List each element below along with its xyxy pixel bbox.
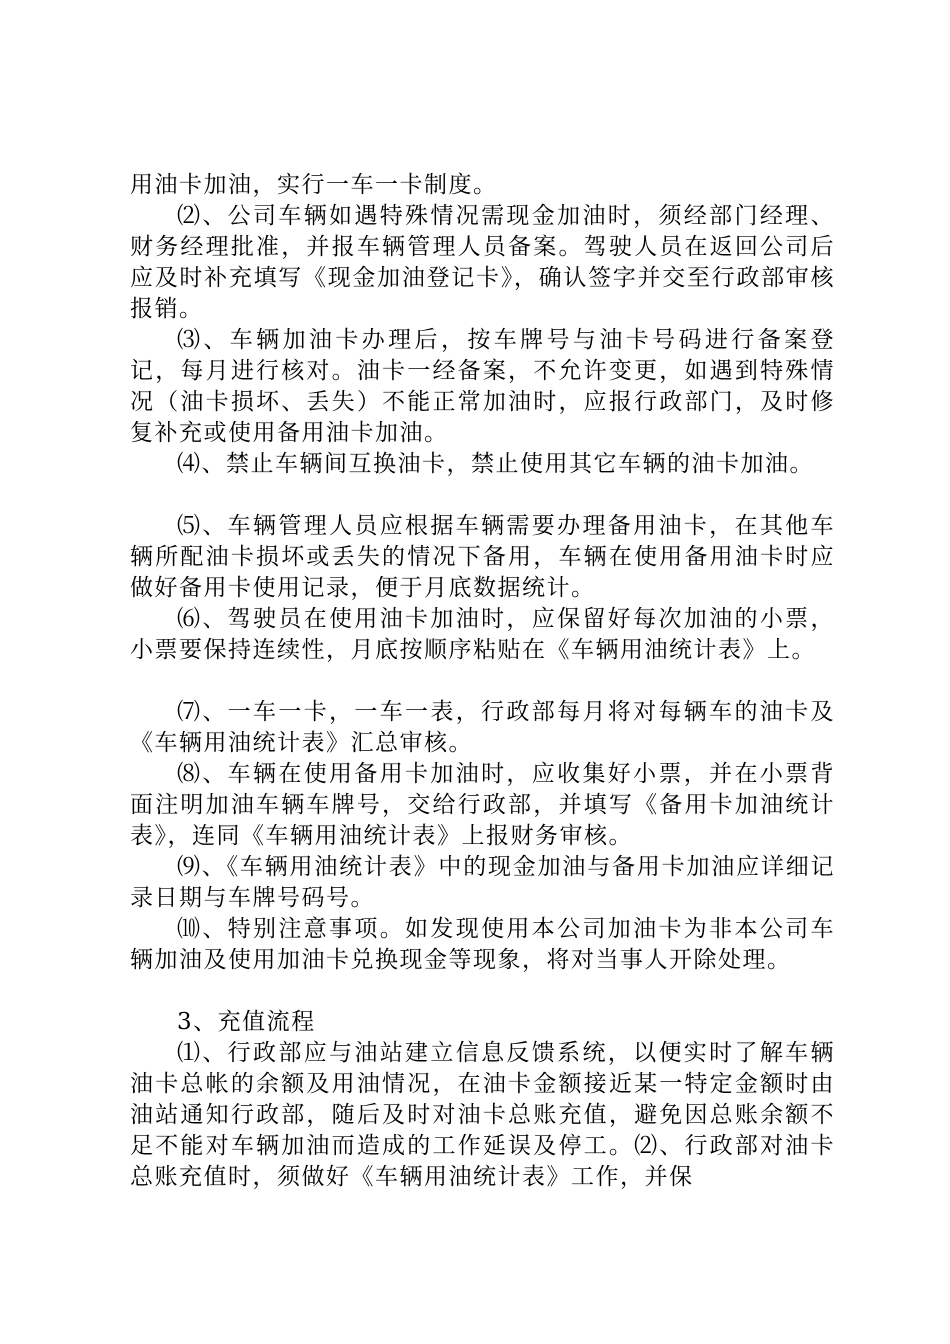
paragraph-recharge-1: ⑴、行政部应与油站建立信息反馈系统，以便实时了解车辆油卡总帐的余额及用油情况，在油卡金额接近某一特定金额时由油站通知行政部，随后及时对油卡总账充值，避免因总账余额不足不能对车辆加油而造成的工作延误及停工。⑵、行政部对油卡总账充值时，须做好《车辆用油统计表》工作，并保 [130, 1040, 835, 1190]
paragraph-item-8: ⑻、车辆在使用备用卡加油时，应收集好小票，并在小票背面注明加油车辆车牌号，交给行政部，并填写《备用卡加油统计表》，连同《车辆用油统计表》上报财务审核。 [130, 761, 835, 849]
paragraph-continuation: 用油卡加油，实行一车一卡制度。 [130, 172, 498, 198]
paragraph-item-5: ⑸、车辆管理人员应根据车辆需要办理备用油卡，在其他车辆所配油卡损坏或丢失的情况下备用，车辆在使用备用油卡时应做好备用卡使用记录，便于月底数据统计。 [130, 513, 835, 601]
document-body [130, 170, 835, 1193]
paragraph-item-9: ⑼、《车辆用油统计表》中的现金加油与备用卡加油应详细记录日期与车牌号码号。 [130, 854, 835, 911]
paragraph-item-6: ⑹、驾驶员在使用油卡加油时，应保留好每次加油的小票，小票要保持连续性，月底按顺序粘贴在《车辆用油统计表》上。 [130, 606, 835, 663]
paragraph-item-4: ⑷、禁止车辆间互换油卡，禁止使用其它车辆的油卡加油。 [177, 451, 814, 477]
paragraph-item-2: ⑵、公司车辆如遇特殊情况需现金加油时，须经部门经理、财务经理批准，并报车辆管理人员备案。驾驶人员在返回公司后应及时补充填写《现金加油登记卡》，确认签字并交至行政部审核报销。 [130, 203, 835, 322]
paragraph-item-7: ⑺、一车一卡，一车一表，行政部每月将对每辆车的油卡及《车辆用油统计表》汇总审核。 [130, 699, 835, 756]
paragraph-item-10: ⑽、特别注意事项。如发现使用本公司加油卡为非本公司车辆加油及使用加油卡兑换现金等现象，将对当事人开除处理。 [130, 916, 835, 973]
section-heading-recharge: 3、充值流程 [177, 1009, 316, 1035]
paragraph-item-3: ⑶、车辆加油卡办理后，按车牌号与油卡号码进行备案登记，每月进行核对。油卡一经备案，不允许变更，如遇到特殊情况（油卡损坏、丢失）不能正常加油时，应报行政部门，及时修复补充或使用备用油卡加油。 [130, 327, 835, 446]
